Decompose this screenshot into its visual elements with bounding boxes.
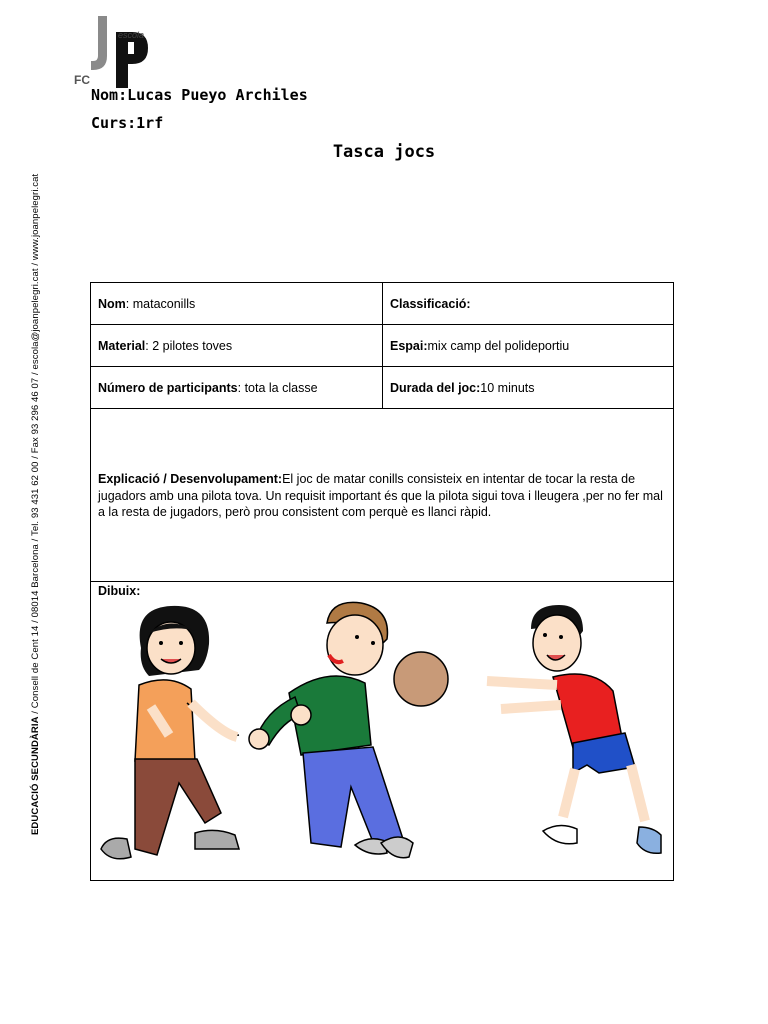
svg-text:escola: escola xyxy=(118,30,145,40)
explicacio-row xyxy=(91,409,673,582)
ball-icon xyxy=(394,652,448,706)
participants-cell: Número de participants : tota la classe xyxy=(91,367,383,408)
boy-green-figure xyxy=(249,602,413,857)
children-playing-illustration xyxy=(91,593,673,880)
girl-figure xyxy=(101,606,239,859)
espai-cell: Espai: mix camp del polideportiu xyxy=(390,338,570,353)
explicacio-text: Explicació / Desenvolupament:El joc de matar conills consisteix en intentar de tocar la resta de jugadors amb una pilota tova. Un requisit important és que la pilota sigui tova i lleugera ,per no fer mal a la resta de jugadors, però prou consistent com perquè es llanci ràpid. xyxy=(98,472,663,519)
nom-cell: Nom : mataconills xyxy=(91,283,383,324)
svg-text:FC: FC xyxy=(74,73,90,87)
classificacio-cell: Classificació: xyxy=(390,296,471,311)
table-row xyxy=(91,325,673,367)
table-row xyxy=(91,283,673,325)
student-name: Nom:Lucas Pueyo Archiles xyxy=(91,86,308,104)
boy-red-figure xyxy=(487,605,661,853)
student-course: Curs:1rf xyxy=(91,114,164,132)
material-cell: Material : 2 pilotes toves xyxy=(91,325,383,366)
school-logo xyxy=(72,14,152,90)
sidebar-address: EDUCACIÓ SECUNDÀRIA / Consell de Cent 14 / 08014 Barcelona / Tel. 93 431 62 00 / Fax 93 296 46 07 / escola@joanpelegri.cat / www.joanpelegri.cat xyxy=(30,173,41,835)
durada-cell: Durada del joc: 10 minuts xyxy=(390,380,535,395)
game-sheet-table xyxy=(90,282,674,881)
table-row xyxy=(91,367,673,409)
dibuix-label: Dibuix: xyxy=(98,584,141,598)
page-title: Tasca jocs xyxy=(332,142,436,162)
